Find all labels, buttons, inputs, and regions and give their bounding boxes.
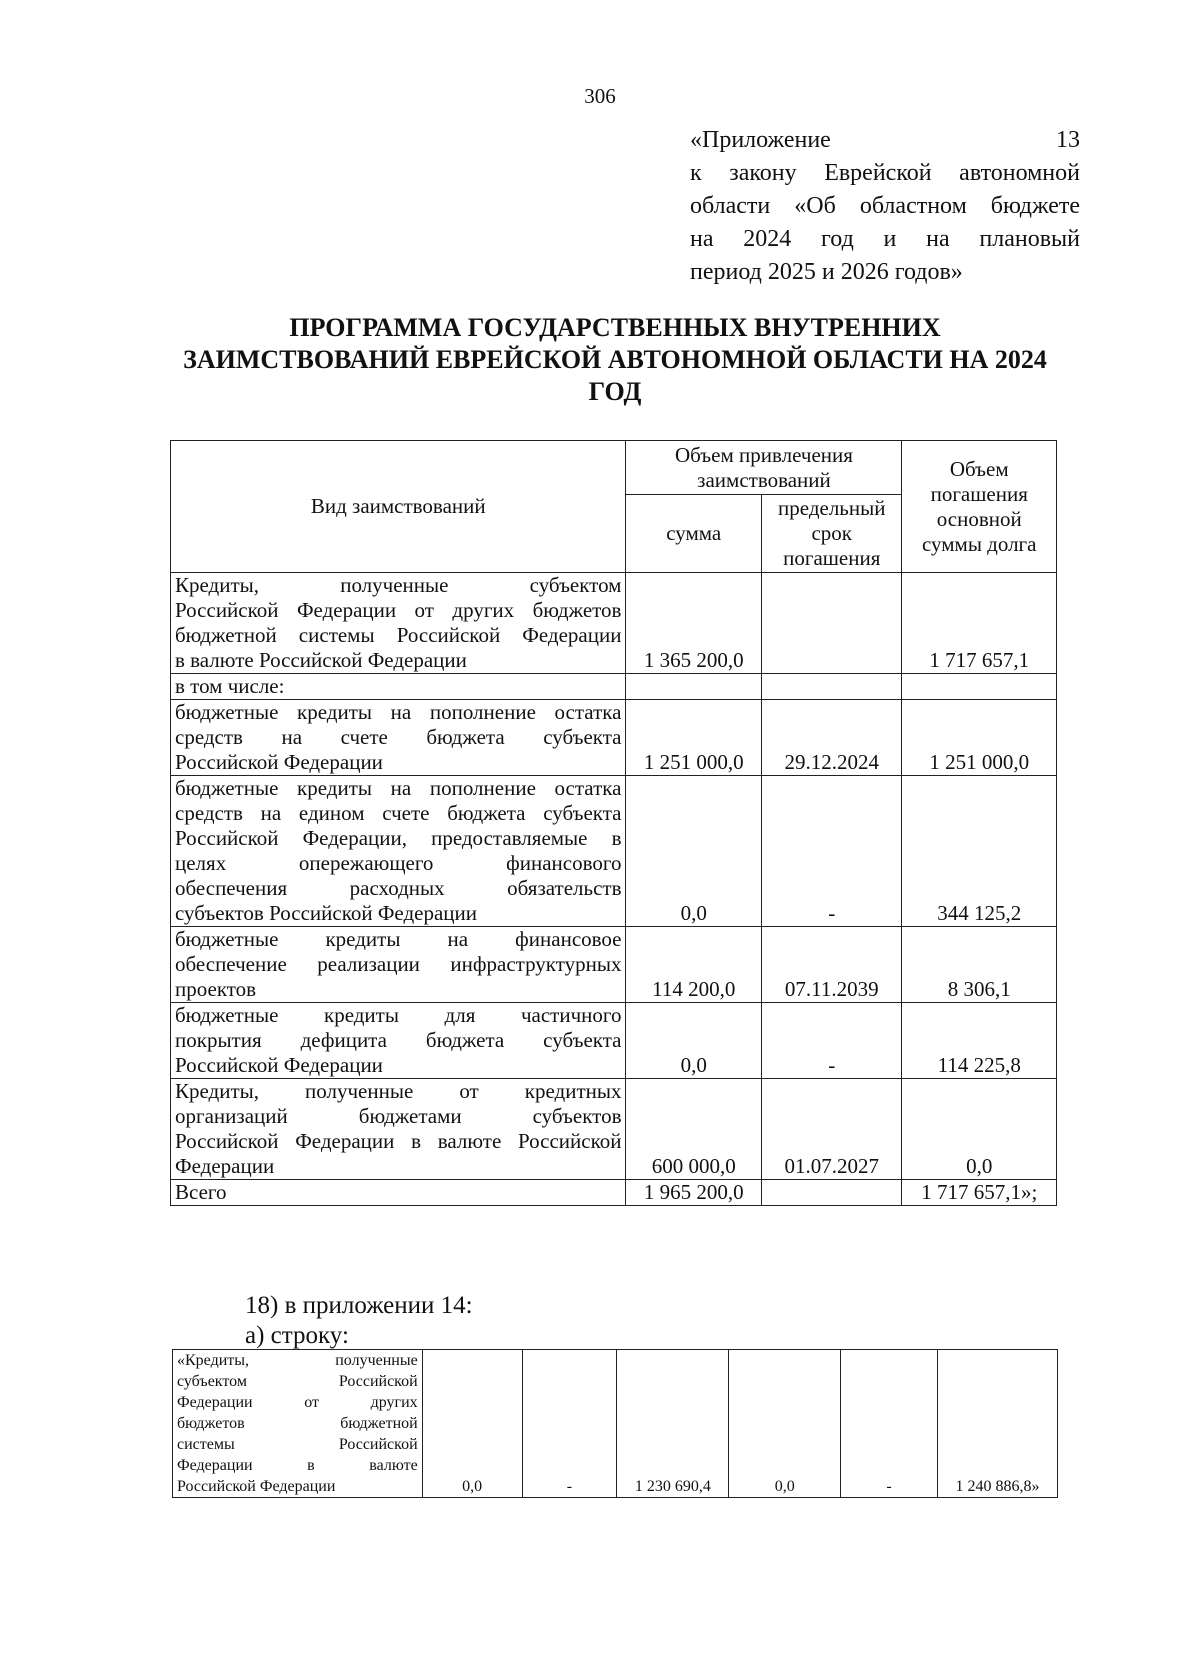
row-sum: 1 965 200,0 [626, 1180, 762, 1206]
small-label-line: системы Российской [177, 1436, 418, 1453]
row-label [171, 573, 626, 674]
borrowing-program-table [170, 440, 1057, 1206]
row-repayment: 1 251 000,0 [902, 700, 1057, 776]
row-label [171, 776, 626, 927]
small-table-value: 1 240 886,8» [938, 1350, 1058, 1498]
row-term: - [762, 1003, 902, 1079]
small-label-line: бюджетов бюджетной [177, 1415, 418, 1432]
row-sum: 0,0 [626, 1003, 762, 1079]
row-term: - [762, 776, 902, 927]
small-table-value: 0,0 [422, 1350, 522, 1498]
appendix-line: к закону Еврейской автономной [690, 160, 1080, 186]
row-label-line: обеспечение реализации инфраструктурных [175, 952, 622, 976]
row-label-line: Российской Федерации в валюте Российской [175, 1129, 622, 1153]
row-label-line: субъектов Российской Федерации [175, 901, 478, 925]
row-label-line: в валюте Российской Федерации [175, 648, 467, 672]
small-label-line: Федерации в валюте [177, 1457, 418, 1474]
row-label-line: бюджетные кредиты для частичного [175, 1003, 622, 1027]
row-label-line: целях опережающего финансового [175, 851, 622, 875]
document-title [150, 312, 1080, 408]
appendix-line: «Приложение 13 [690, 127, 1080, 153]
row-term [762, 573, 902, 674]
row-repayment: 8 306,1 [902, 927, 1057, 1003]
row-repayment: 1 717 657,1»; [902, 1180, 1057, 1206]
section-item: 18) в приложении 14: [245, 1292, 473, 1319]
header-borrowing-type: Вид заимствований [171, 441, 626, 573]
table-row [171, 776, 1057, 927]
row-sum: 600 000,0 [626, 1079, 762, 1180]
small-label-line: субъектом Российской [177, 1373, 418, 1390]
page-number: 306 [584, 84, 616, 108]
header-sum: сумма [626, 495, 762, 573]
header-repayment-volume: Объем погашения основной суммы долга [902, 441, 1057, 573]
row-label-line: бюджетные кредиты на финансовое [175, 927, 622, 951]
row-label-line: Кредиты, полученные от кредитных [175, 1079, 622, 1103]
row-label [171, 927, 626, 1003]
small-table-value: - [841, 1350, 938, 1498]
row-label-line: Российской Федерации [175, 750, 383, 774]
row-repayment [902, 674, 1057, 700]
row-sum: 0,0 [626, 776, 762, 927]
table-row [171, 927, 1057, 1003]
row-term [762, 1180, 902, 1206]
header-term: предельный срок погашения [762, 495, 902, 573]
row-label-line: в том числе: [175, 674, 285, 698]
row-label-line: Российской Федерации [175, 1053, 383, 1077]
table-row [171, 674, 1057, 700]
row-sum: 1 365 200,0 [626, 573, 762, 674]
row-label-line: покрытия дефицита бюджета субъекта [175, 1028, 622, 1052]
row-sum [626, 674, 762, 700]
row-label [171, 674, 626, 700]
small-table-value: 1 230 690,4 [617, 1350, 729, 1498]
row-label-line: бюджетной системы Российской Федерации [175, 623, 622, 647]
row-label-line: обеспечения расходных обязательств [175, 876, 622, 900]
row-term: 07.11.2039 [762, 927, 902, 1003]
row-label [171, 700, 626, 776]
row-label-line: средств на едином счете бюджета субъекта [175, 801, 622, 825]
row-label-line: Всего [175, 1180, 227, 1204]
header-attraction-volume: Объем привлечения заимствований [626, 441, 902, 495]
row-label-line: бюджетные кредиты на пополнение остатка [175, 700, 622, 724]
row-label [171, 1079, 626, 1180]
row-label-line: бюджетные кредиты на пополнение остатка [175, 776, 622, 800]
row-label-line: средств на счете бюджета субъекта [175, 725, 622, 749]
small-table-value: - [522, 1350, 617, 1498]
appendix-line: на 2024 год и на плановый [690, 226, 1080, 252]
row-label-line: Федерации [175, 1154, 275, 1178]
appendix-14-row-table [172, 1349, 1058, 1498]
row-label-line: проектов [175, 977, 257, 1001]
table-row [171, 573, 1057, 674]
appendix-reference [690, 124, 1080, 289]
row-label-line: Российской Федерации от других бюджетов [175, 598, 622, 622]
table-row [171, 1180, 1057, 1206]
table-row [171, 1079, 1057, 1180]
row-repayment: 0,0 [902, 1079, 1057, 1180]
row-repayment: 344 125,2 [902, 776, 1057, 927]
table-row [171, 700, 1057, 776]
appendix-line: период 2025 и 2026 годов» [690, 259, 963, 285]
small-table-label [173, 1350, 423, 1498]
row-label-line: организаций бюджетами субъектов [175, 1104, 622, 1128]
title-line: ГОД [588, 377, 642, 406]
table-row [171, 1003, 1057, 1079]
small-label-line: «Кредиты, полученные [177, 1352, 418, 1369]
appendix-line: области «Об областном бюджете [690, 193, 1080, 219]
small-table-value: 0,0 [729, 1350, 841, 1498]
row-sum: 1 251 000,0 [626, 700, 762, 776]
small-label-line: Федерации от других [177, 1394, 418, 1411]
row-label-line: Российской Федерации, предоставляемые в [175, 826, 622, 850]
section-subitem: а) строку: [245, 1322, 349, 1349]
row-label-line: Кредиты, полученные субъектом [175, 573, 622, 597]
row-sum: 114 200,0 [626, 927, 762, 1003]
row-label [171, 1003, 626, 1079]
row-label [171, 1180, 626, 1206]
row-repayment: 114 225,8 [902, 1003, 1057, 1079]
row-term: 01.07.2027 [762, 1079, 902, 1180]
row-term: 29.12.2024 [762, 700, 902, 776]
title-line: ЗАИМСТВОВАНИЙ ЕВРЕЙСКОЙ АВТОНОМНОЙ ОБЛАСТИ НА 2024 [183, 345, 1047, 374]
row-term [762, 674, 902, 700]
row-repayment: 1 717 657,1 [902, 573, 1057, 674]
title-line: ПРОГРАММА ГОСУДАРСТВЕННЫХ ВНУТРЕННИХ [289, 313, 941, 342]
small-label-line: Российской Федерации [177, 1478, 336, 1495]
